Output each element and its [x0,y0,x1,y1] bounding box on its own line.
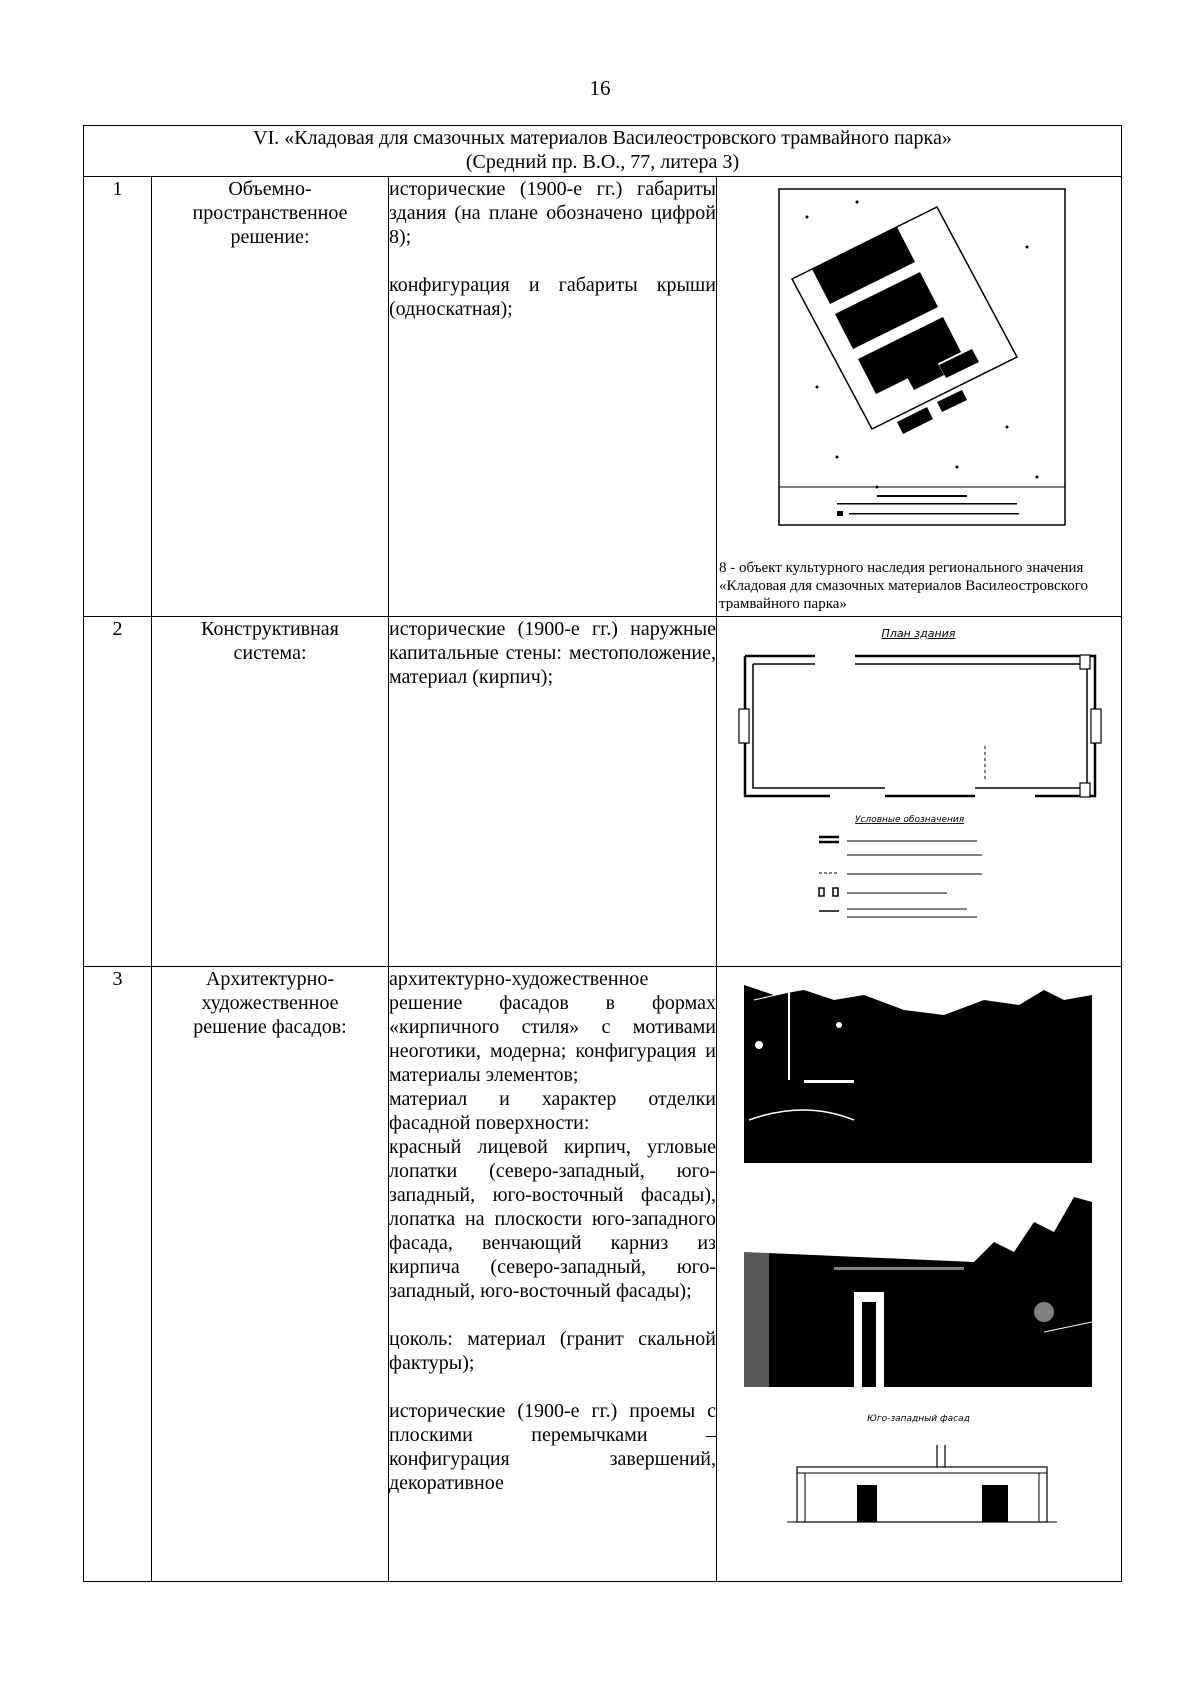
row-name-line: система: [233,642,307,664]
description-paragraph: цоколь: материал (гранит скальной фактуры); [389,1328,716,1374]
plan-caption-line: 8 - объект культурного наследия регионального значения [719,560,1084,576]
table-row [84,617,1122,967]
section-address: (Средний пр. В.О., 77, литера З) [465,151,740,173]
plan-caption-line: «Кладовая для смазочных материалов Василеостровского [719,578,1089,594]
description-paragraph: исторические (1900-е гг.) габариты здания (на плане обозначено цифрой 8); [389,178,716,248]
row-name [152,967,389,1582]
row-number: 2 [84,617,152,967]
table-row [84,967,1122,1582]
floor-plan-legend [817,813,1047,928]
row-name-line: пространственное [192,202,348,224]
row-name-line: Объемно- [228,178,312,200]
floor-plan-title: План здания [881,627,956,640]
plan-caption [719,559,1088,613]
legend-title: Условные обозначения [855,815,965,825]
facade-drawing-title: Юго-западный фасад [867,1414,970,1424]
row-description [389,617,717,967]
section-title: VI. «Кладовая для смазочных материалов Василеостровского трамвайного парка» [253,127,952,149]
description-paragraph: материал и характер отделки фасадной поверхности: [389,1088,716,1134]
floor-plan-image [735,651,1105,801]
section-header [84,126,1122,177]
row-name-line: решение фасадов: [193,1016,347,1038]
row-name-line: Архитектурно- [205,968,335,990]
facade-photo-1 [744,970,1092,1163]
description-paragraph: архитектурно-художественное решение фасадов в формах «кирпичного стиля» с мотивами неоготики, модерна; конфигурация и материалы элементов; [389,968,716,1086]
facade-photo-2 [744,1192,1092,1387]
row-name-line: Конструктивная [201,618,339,640]
row-number: 3 [84,967,152,1582]
description-paragraph: красный лицевой кирпич, угловые лопатки (северо-западный, юго-западный, юго-восточный фасады), лопатка на плоскости юго-западного фасада, венчающий карниз из кирпича (северо-западный, юго-западный, юго-восточный фасады); [389,1136,716,1302]
plan-caption-line: трамвайного парка» [719,596,847,612]
description-paragraph: конфигурация и габариты крыши (односкатная); [389,274,716,320]
site-plan-image [777,187,1067,527]
row-name [152,177,389,617]
floor-plan-cell [717,617,1122,967]
facade-images-cell [717,967,1122,1582]
row-name-line: художественное [201,992,339,1014]
description-paragraph: исторические (1900-е гг.) проемы с плоскими перемычками – конфигурация завершений, декоративное [389,1400,716,1494]
row-name-line: решение: [230,226,310,248]
heritage-table [83,125,1122,1582]
row-name [152,617,389,967]
table-row [84,177,1122,617]
row-description [389,967,717,1582]
facade-drawing [787,1427,1057,1527]
description-paragraph: исторические (1900-е гг.) наружные капитальные стены: местоположение, материал (кирпич); [389,618,716,688]
site-plan-cell [717,177,1122,617]
section-header-row [84,126,1122,177]
page-number: 16 [589,76,611,100]
row-number: 1 [84,177,152,617]
row-description [389,177,717,617]
